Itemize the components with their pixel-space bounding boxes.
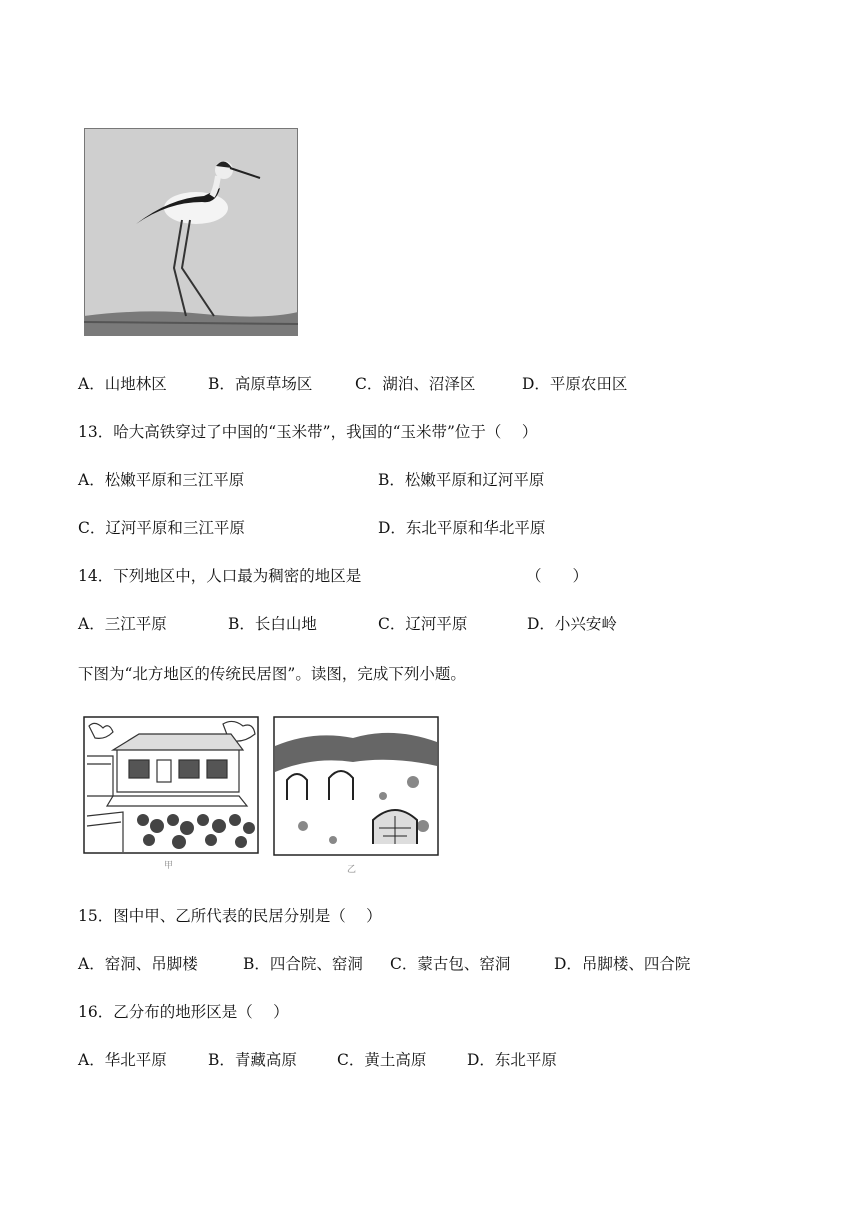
q14-option-c: C．辽河平原 xyxy=(378,615,468,633)
yaodong-drawing xyxy=(273,716,439,856)
q16-option-a: A．华北平原 xyxy=(78,1051,167,1069)
q14-option-b: B．长白山地 xyxy=(228,615,317,633)
q15-option-d: D．吊脚楼、四合院 xyxy=(554,955,691,973)
q15-option-c: C．蒙古包、窑洞 xyxy=(390,955,511,973)
q14-stem: 14．下列地区中，人口最为稠密的地区是 xyxy=(78,567,362,585)
q13-option-b: B．松嫩平原和辽河平原 xyxy=(378,471,545,489)
q16-stem: 16．乙分布的地形区是（ ） xyxy=(78,1003,289,1021)
q13-option-a: A．松嫩平原和三江平原 xyxy=(78,471,245,489)
figure-intro: 下图为“北方地区的传统民居图”。读图，完成下列小题。 xyxy=(78,665,466,683)
q14-option-d: D．小兴安岭 xyxy=(527,615,617,633)
bird-photo xyxy=(84,128,298,336)
q14-option-a: A．三江平原 xyxy=(78,615,167,633)
q12-option-d: D．平原农田区 xyxy=(522,375,628,393)
q12-option-b: B．高原草场区 xyxy=(208,375,313,393)
q15-option-a: A．窑洞、吊脚楼 xyxy=(78,955,198,973)
q16-option-b: B．青藏高原 xyxy=(208,1051,297,1069)
q16-option-d: D．东北平原 xyxy=(467,1051,557,1069)
siheyuan-drawing xyxy=(83,716,259,854)
q15-stem: 15．图中甲、乙所代表的民居分别是（ ） xyxy=(78,907,382,925)
q16-option-c: C．黄土高原 xyxy=(337,1051,427,1069)
q14-bracket: （ ） xyxy=(526,567,589,585)
q12-option-a: A．山地林区 xyxy=(78,375,167,393)
q12-option-c: C．湖泊、沼泽区 xyxy=(355,375,476,393)
q13-option-d: D．东北平原和华北平原 xyxy=(378,519,546,537)
q13-stem: 13．哈大高铁穿过了中国的“玉米带”，我国的“玉米带”位于（ ） xyxy=(78,423,538,441)
q13-option-c: C．辽河平原和三江平原 xyxy=(78,519,245,537)
caption-jia: 甲 xyxy=(164,861,174,871)
caption-yi: 乙 xyxy=(347,865,357,875)
q15-option-b: B．四合院、窑洞 xyxy=(243,955,363,973)
